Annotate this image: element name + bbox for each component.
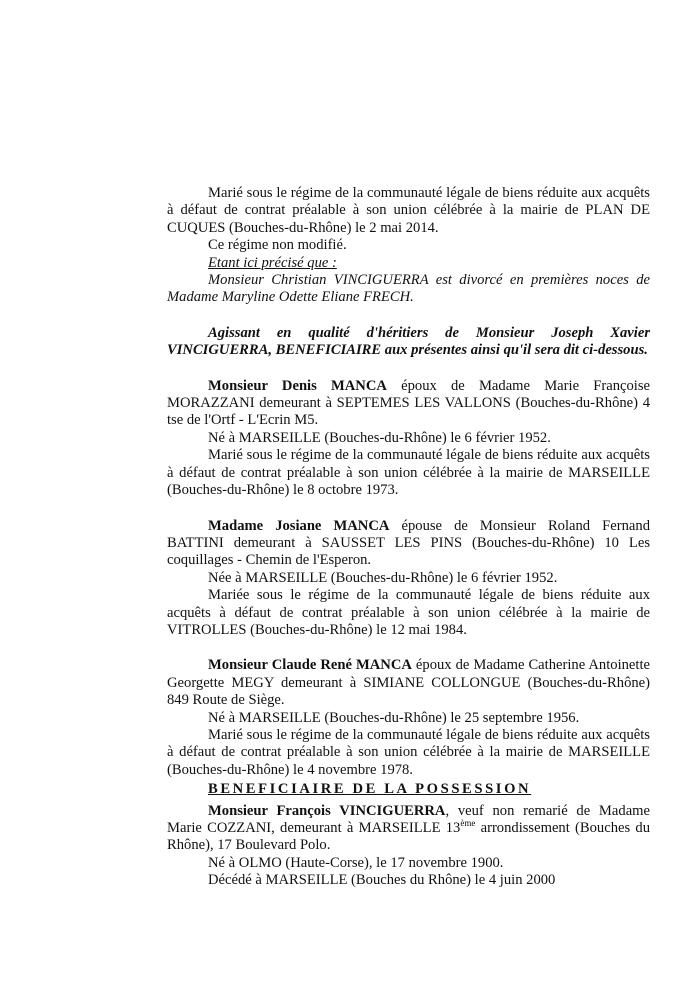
person-birth: Née à MARSEILLE (Bouches-du-Rhône) le 6 février 1952. [208,569,558,586]
person-name: Madame Josiane MANCA [208,517,390,534]
person-intro [167,378,650,430]
document-body [167,185,650,890]
person-marriage: Mariée sous le régime de la communauté légale de biens réduite aux acquêts à défaut de contrat préalable à son union célébrée à la mairie de VITROLLES (Bouches-du-Rhône) le 12 mai 1984. [167,587,650,638]
beneficiary-name: Monsieur François VINCIGUERRA [208,802,446,819]
person-intro [167,518,650,570]
ordinal-suffix: ème [460,818,476,828]
beneficiary-details: , veuf non remarié de Madame Marie COZZANI, demeurant à MARSEILLE 13 [167,802,650,836]
person-marriage: Marié sous le régime de la communauté légale de biens réduite aux acquêts à défaut de contrat préalable à son union célébrée à la mairie de MARSEILLE (Bouches-du-Rhône) le 8 octobre 1973. [167,447,650,499]
precision-label: Etant ici précisé que : [208,254,337,271]
person-birth: Né à MARSEILLE (Bouches-du-Rhône) le 6 février 1952. [208,429,551,446]
beneficiary-intro [167,803,650,855]
person-name: Monsieur Claude René MANCA [208,657,412,674]
heirs-statement: Agissant en qualité d'héritiers de Monsieur Joseph Xavier VINCIGUERRA, BENEFICIAIRE aux présentes ainsi qu'il sera dit ci-dessous. [167,324,650,359]
beneficiary-block [167,803,650,890]
person-block [167,378,650,500]
marriage-paragraph: Marié sous le régime de la communauté légale de biens réduite aux acquêts à défaut de contrat préalable à son union célébrée à la mairie de PLAN DE CUQUES (Bouches-du-Rhône) le 2 mai 2014. [167,185,650,236]
person-details: épouse de Monsieur Roland Fernand BATTINI demeurant à SAUSSET LES PINS (Bouches-du-Rhône) 10 Les coquillages - Chemin de l'Esperon. [167,517,650,569]
person-details: époux de Madame Catherine Antoinette Georgette MEGY demeurant à SIMIANE COLLONGUE (Bouches-du-Rhône) 849 Route de Siège. [167,657,650,709]
beneficiary-death: Décédé à MARSEILLE (Bouches du Rhône) le 4 juin 2000 [208,872,556,889]
person-name: Monsieur Denis MANCA [208,377,387,394]
regime-note: Ce régime non modifié. [208,237,347,254]
person-intro [167,657,650,709]
precision-text: Monsieur Christian VINCIGUERRA est divorcé en premières noces de Madame Maryline Odette Eliane FRECH. [167,272,650,306]
beneficiary-birth: Né à OLMO (Haute-Corse), le 17 novembre 1900. [208,854,504,871]
person-details: époux de Madame Marie Françoise MORAZZANI demeurant à SEPTEMES LES VALLONS (Bouches-du-Rhône) 4 tse de l'Ortf - L'Ecrin M5. [167,377,650,429]
section-heading: BENEFICIAIRE DE LA POSSESSION [208,781,532,798]
person-block [167,518,650,640]
beneficiary-details-end: arrondissement (Bouches du Rhône), 17 Boulevard Polo. [167,820,650,854]
person-birth: Né à MARSEILLE (Bouches-du-Rhône) le 25 septembre 1956. [208,709,580,726]
person-block [167,657,650,779]
person-marriage: Marié sous le régime de la communauté légale de biens réduite aux acquêts à défaut de contrat préalable à son union célébrée à la mairie de MARSEILLE (Bouches-du-Rhône) le 4 novembre 1978. [167,726,650,778]
